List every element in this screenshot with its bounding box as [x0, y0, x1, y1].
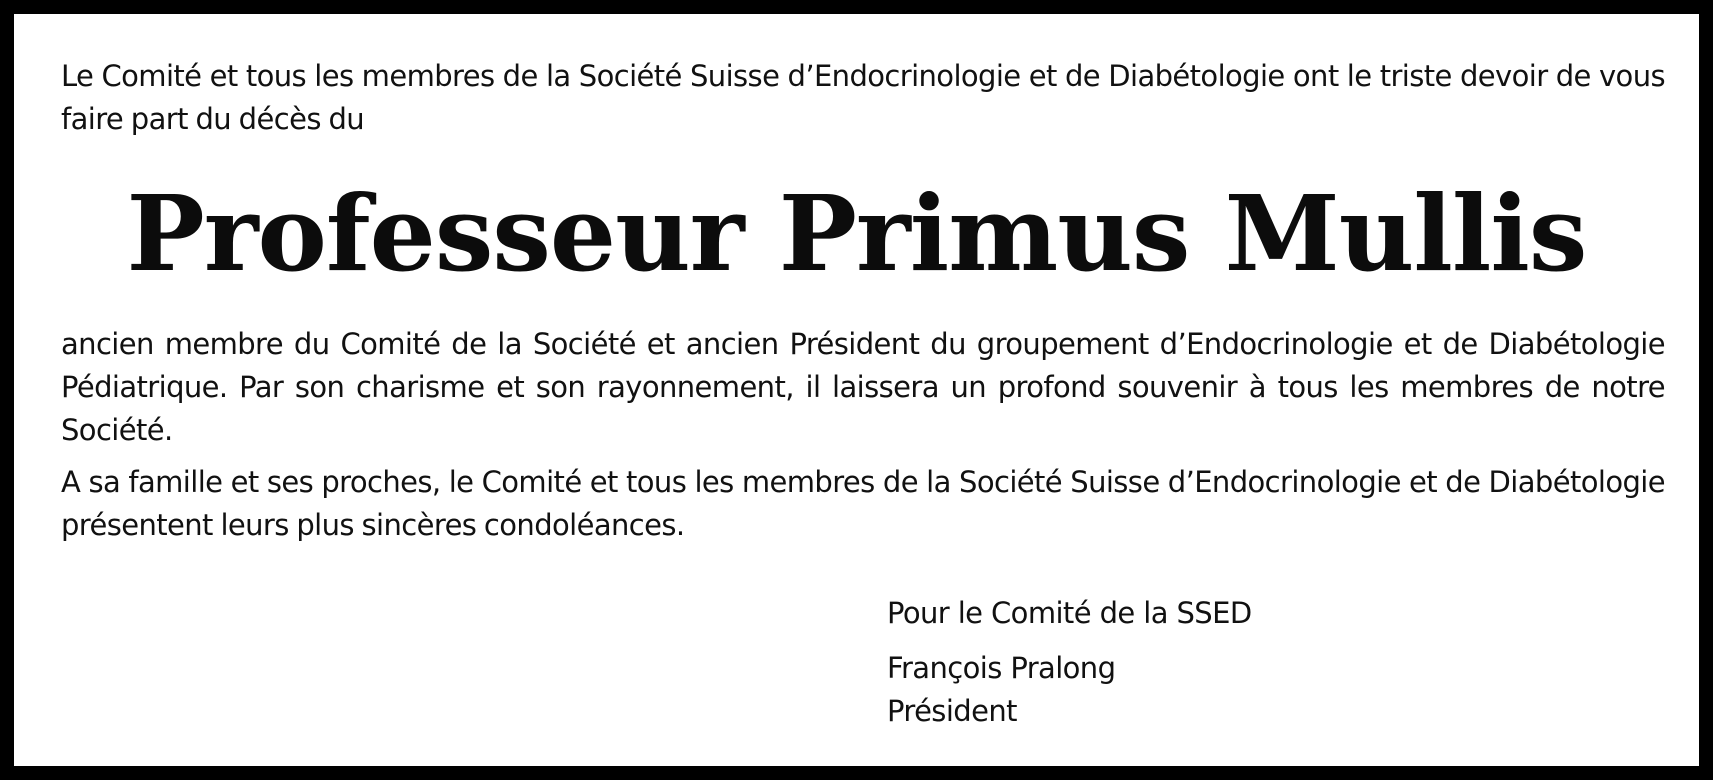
signer-name: François Pralong — [887, 651, 1116, 685]
obituary-notice — [14, 14, 1699, 766]
deceased-name: Professeur Primus Mullis — [126, 172, 1587, 295]
intro-text: Le Comité et tous les membres de la Société Suisse d’Endocrinologie et de Diabétologie ont le triste devoir de vous faire part du décès du — [61, 59, 1665, 136]
condolences-paragraph: A sa famille et ses proches, le Comité et tous les membres de la Société Suisse d’Endocrinologie et de Diabétologie présentent leurs plus sincères condoléances. — [61, 465, 1665, 542]
signer-title: Président — [887, 694, 1017, 728]
tribute-paragraph: ancien membre du Comité de la Société et ancien Président du groupement d’Endocrinologie et de Diabétologie Pédiatrique. Par son charisme et son rayonnement, il laissera un profond souvenir à tous les membres de notre Société. — [61, 327, 1665, 447]
signature-on-behalf: Pour le Comité de la SSED — [887, 596, 1252, 630]
